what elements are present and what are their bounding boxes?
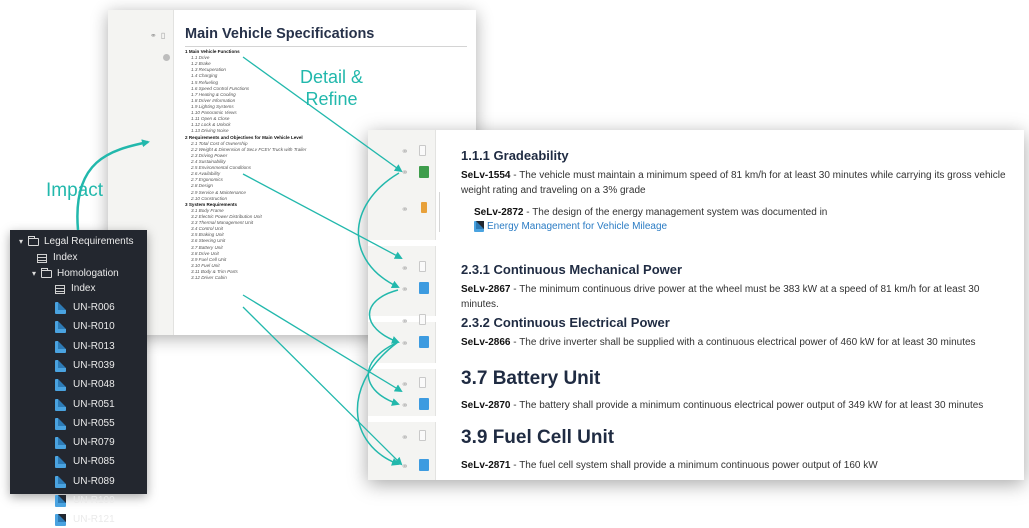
link-chain-icon[interactable]: ⚭ (401, 432, 408, 442)
toc-entry[interactable]: 1.6 Speed Control Functions (191, 85, 250, 91)
bookmark-icon[interactable] (419, 145, 426, 156)
toc-entry[interactable]: 1.11 Open & Close (191, 116, 230, 122)
impact-label: Impact (46, 180, 104, 201)
toc-entry[interactable]: 2.3 Driving Power (191, 152, 228, 158)
energy-management-link[interactable] (474, 221, 667, 232)
toc-heading[interactable]: 3 System Requirements (185, 201, 238, 207)
toc-entry[interactable]: 1.8 Driver Information (191, 97, 236, 103)
document-icon (55, 321, 66, 333)
tree-item-label: Index (53, 252, 78, 263)
tree-item-document[interactable] (55, 300, 115, 316)
toc-entry[interactable]: 1.10 Panoramic Views (191, 110, 237, 116)
toc-entry[interactable]: 1.9 Lighting Systems (191, 103, 234, 109)
tree-item-document[interactable] (55, 474, 115, 490)
tree-item-document[interactable] (55, 435, 115, 451)
toc-entry[interactable]: 3.10 Fuel Unit (191, 262, 220, 268)
link-chain-icon[interactable]: ⚭ (401, 204, 408, 214)
requirement-selv-2871 (461, 458, 1016, 473)
document-icon (55, 399, 66, 411)
toc-entry[interactable]: 3.9 Fuel Cell Unit (191, 256, 227, 262)
section-heading-mechanical-power: 2.3.1 Continuous Mechanical Power (461, 262, 683, 277)
tree-item-document[interactable] (55, 493, 115, 509)
document-icon[interactable] (419, 282, 429, 294)
document-icon (55, 418, 66, 430)
tree-item-document[interactable] (55, 454, 115, 470)
tree-item-document[interactable] (55, 416, 115, 432)
toc-entry[interactable]: 3.3 Thermal Management Unit (191, 220, 254, 226)
spreadsheet-icon[interactable] (419, 166, 429, 178)
tree-item-label: UN-R100 (73, 495, 115, 506)
toc-entry[interactable]: 2.8 Design (191, 183, 213, 189)
folder-icon (28, 238, 39, 246)
section-heading-fuel-cell-unit: 3.9 Fuel Cell Unit (461, 427, 615, 448)
link-chain-icon[interactable]: ⚭ (401, 263, 408, 273)
toc-entry[interactable]: 2.9 Service & Maintenance (191, 189, 246, 195)
index-icon (55, 285, 65, 294)
document-icon (474, 221, 484, 232)
tree-item-label: UN-R085 (73, 456, 115, 468)
tree-item-document[interactable] (55, 358, 115, 374)
toc-entry[interactable]: 1.3 Recuperation (191, 67, 226, 73)
toc-entry[interactable]: 3.6 Steering Unit (191, 238, 226, 244)
requirement-text: - The fuel cell system shall provide a minimum continuous power output of 160 kW (510, 460, 878, 471)
bookmark-icon[interactable] (419, 261, 426, 272)
requirement-text: - The battery shall provide a minimum continuous electrical power output of 349 kW for at least 30 minutes (510, 400, 984, 411)
requirement-selv-2872 (474, 205, 1029, 220)
index-icon (37, 254, 47, 263)
toc-entry[interactable]: 3.8 Drive Unit (191, 250, 219, 256)
status-dot-icon (163, 54, 170, 61)
toc-entry[interactable]: 3.4 Control Unit (191, 226, 223, 232)
tree-item-label: UN-R013 (73, 340, 115, 352)
detail-label-line1: Detail & (300, 67, 364, 87)
detail-refine-label (300, 66, 363, 110)
gutter-separator (368, 416, 436, 422)
toc-entry[interactable]: 2.6 Availability (191, 171, 221, 177)
link-label[interactable]: Energy Management for Vehicle Mileage (487, 221, 668, 232)
tree-item-label: UN-R051 (73, 398, 115, 410)
document-icon (55, 495, 66, 507)
section-heading-gradeability: 1.1.1 Gradeability (461, 148, 569, 163)
detail-gutter (368, 130, 436, 480)
toc-entry[interactable]: 1.1 Drive (191, 55, 210, 61)
toc-entry[interactable]: 2.1 Total Cost of Ownership (191, 140, 248, 146)
toc-entry[interactable]: 3.7 Battery Unit (191, 244, 223, 250)
requirement-text: - The vehicle must maintain a minimum speed of 81 km/h for at least 30 minutes while carrying its gross vehicle weight rating and traveling on a 3% grade (461, 170, 1006, 196)
tree-item-label: UN-R039 (73, 359, 115, 371)
document-icon (55, 456, 66, 468)
section-heading-electrical-power: 2.3.2 Continuous Electrical Power (461, 315, 670, 330)
tree-item-label: UN-R079 (73, 437, 115, 449)
tree-item-homologation-index[interactable] (55, 281, 95, 297)
tree-item-label: UN-R048 (73, 379, 115, 391)
document-icon[interactable] (419, 459, 429, 471)
toc-heading[interactable]: 2 Requirements and Objectives for Main Vehicle Level (185, 134, 303, 140)
requirement-text: - The drive inverter shall be supplied with a continuous electrical power of 460 kW for at least 30 minutes (510, 337, 976, 348)
toc-entry[interactable]: 1.5 Refueling (191, 79, 219, 85)
link-chain-icon[interactable]: ⚭ (401, 338, 408, 348)
requirement-text: - The minimum continuous drive power at the wheel must be 383 kW at a speed of 81 km/h for at least 30 minutes. (461, 284, 980, 310)
section-heading-battery-unit: 3.7 Battery Unit (461, 368, 601, 389)
link-chain-icon[interactable]: ⚭ (401, 284, 408, 294)
toc-entry[interactable]: 1.7 Heating & Cooling (191, 91, 236, 97)
requirement-id[interactable]: SeLv-2867 (461, 284, 511, 295)
toc-entry[interactable]: 3.11 Body & Trim Parts (191, 268, 238, 274)
toc-entry[interactable]: 2.2 Weight & Dimension of SeLv FCEV Truck with Trailer (191, 146, 307, 152)
traffic-light-icon[interactable] (421, 202, 427, 213)
tree-item-label: UN-R010 (73, 321, 115, 333)
requirement-id[interactable]: SeLv-2870 (461, 400, 511, 411)
document-icon[interactable] (419, 398, 429, 410)
title-divider (185, 46, 467, 47)
tree-item-label: UN-R121 (73, 514, 115, 526)
gutter-separator (368, 240, 436, 246)
toc-entry[interactable]: 1.4 Charging (191, 73, 218, 79)
tree-item-document[interactable] (55, 512, 115, 528)
chevron-down-icon[interactable]: ▾ (19, 237, 24, 246)
toc-entry[interactable]: 2.4 Sustainability (191, 158, 226, 164)
chevron-down-icon[interactable]: ▾ (32, 269, 37, 278)
requirement-detail-page (368, 130, 1024, 480)
tree-item-legal-requirements[interactable] (19, 234, 134, 250)
link-chain-icon: ⚭ ▯ (150, 31, 167, 40)
requirement-id[interactable]: SeLv-2866 (461, 337, 511, 348)
bookmark-icon[interactable] (419, 430, 426, 441)
document-icon (55, 341, 66, 353)
link-chain-icon[interactable]: ⚭ (401, 316, 408, 326)
tree-item-homologation[interactable] (32, 266, 119, 282)
indent-bar (439, 192, 440, 232)
document-icon (55, 476, 66, 488)
document-icon (55, 302, 66, 314)
tree-item-label: UN-R055 (73, 417, 115, 429)
toc-entry[interactable]: 3.5 Braking Unit (191, 232, 224, 238)
tree-item-label: UN-R089 (73, 475, 115, 487)
requirement-id[interactable]: SeLv-1554 (461, 170, 511, 181)
tree-item-document[interactable] (55, 319, 115, 335)
document-icon (55, 379, 66, 391)
folder-icon (41, 270, 52, 278)
toc-entry[interactable]: 3.12 Driver Cabin (191, 275, 227, 281)
link-chain-icon[interactable]: ⚭ (401, 400, 408, 410)
link-chain-icon[interactable]: ⚭ (401, 167, 408, 177)
requirement-text: - The design of the energy management system was documented in (523, 207, 828, 218)
link-chain-icon[interactable]: ⚭ (401, 379, 408, 389)
requirement-id[interactable]: SeLv-2872 (474, 207, 524, 218)
outline-title: Main Vehicle Specifications (185, 26, 375, 42)
toc-entry[interactable]: 2.10 Construction (191, 195, 228, 201)
project-tree-panel (10, 230, 147, 526)
tree-item-label: UN-R006 (73, 302, 115, 313)
toc-entry[interactable]: 3.2 Electric Power Distribution Unit (191, 213, 262, 219)
requirement-selv-2870 (461, 398, 1016, 413)
toc-entry[interactable]: 1.12 Lock & Unlock (191, 122, 231, 128)
tree-item-label: Index (71, 283, 96, 294)
tree-item-document[interactable] (55, 397, 115, 413)
document-icon[interactable] (419, 336, 429, 348)
tree-item-document[interactable] (55, 339, 115, 355)
tree-item-document[interactable] (55, 377, 115, 393)
requirement-id[interactable]: SeLv-2871 (461, 460, 511, 471)
toc-entry[interactable]: 2.5 Environmental Conditions (191, 165, 252, 171)
tree-item-root-index[interactable] (37, 250, 77, 266)
document-icon (55, 437, 66, 449)
tree-item-label: Homologation (57, 268, 119, 279)
toc-heading[interactable]: 1 Main Vehicle Functions (185, 49, 240, 54)
toc-entry[interactable]: 1.2 Brake (191, 61, 211, 67)
link-chain-icon[interactable]: ⚭ (401, 146, 408, 156)
requirement-selv-2866 (461, 335, 1016, 350)
tree-item-label: Legal Requirements (44, 236, 134, 247)
requirement-selv-2867 (461, 282, 1016, 312)
gutter-separator (368, 363, 436, 369)
toc-entry[interactable]: 3.1 Body Frame (191, 207, 224, 213)
bookmark-icon[interactable] (419, 314, 426, 325)
detail-label-line2: Refine (305, 89, 358, 109)
toc-entry[interactable]: 2.7 Ergonomics (191, 177, 223, 183)
toc-entry[interactable]: 1.13 Driving Noise (191, 128, 229, 134)
document-icon (55, 514, 66, 526)
bookmark-icon[interactable] (419, 377, 426, 388)
link-chain-icon[interactable]: ⚭ (401, 461, 408, 471)
requirement-selv-1554 (461, 168, 1016, 198)
document-icon (55, 360, 66, 372)
